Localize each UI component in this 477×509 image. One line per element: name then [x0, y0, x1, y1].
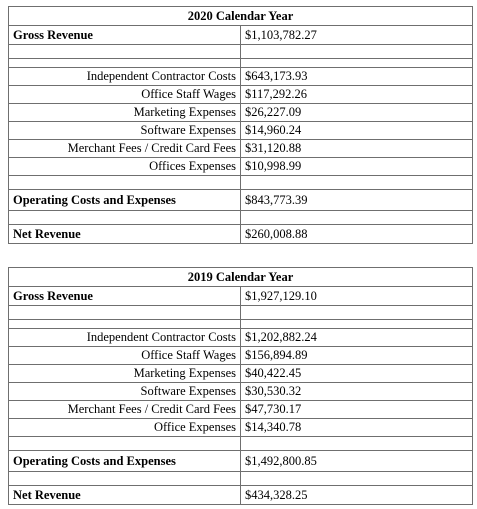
spacer-cell: [241, 320, 473, 329]
expense-value: $1,202,882.24: [241, 329, 473, 347]
financial-table-2019: [8, 267, 473, 505]
spacer-cell: [9, 306, 241, 320]
spacer-cell: [9, 45, 241, 59]
expense-label: Merchant Fees / Credit Card Fees: [9, 401, 241, 419]
expense-value: $40,422.45: [241, 365, 473, 383]
expense-label: Office Expenses: [9, 419, 241, 437]
table-title: 2019 Calendar Year: [9, 268, 473, 287]
spacer-cell: [241, 211, 473, 225]
spacer-cell: [241, 472, 473, 486]
expense-value: $156,894.89: [241, 347, 473, 365]
expense-label: Marketing Expenses: [9, 365, 241, 383]
expense-label: Office Staff Wages: [9, 347, 241, 365]
spacer-cell: [241, 306, 473, 320]
gross-revenue-value: $1,103,782.27: [241, 26, 473, 45]
expense-label: Office Staff Wages: [9, 86, 241, 104]
gross-revenue-label: Gross Revenue: [9, 287, 241, 306]
net-revenue-value: $260,008.88: [241, 225, 473, 244]
expense-label: Offices Expenses: [9, 158, 241, 176]
expense-value: $14,340.78: [241, 419, 473, 437]
expense-value: $10,998.99: [241, 158, 473, 176]
financial-table-2020: [8, 6, 473, 244]
spacer-cell: [9, 437, 241, 451]
spacer-cell: [241, 176, 473, 190]
operating-costs-label: Operating Costs and Expenses: [9, 190, 241, 211]
gross-revenue-value: $1,927,129.10: [241, 287, 473, 306]
operating-costs-value: $1,492,800.85: [241, 451, 473, 472]
gross-revenue-label: Gross Revenue: [9, 26, 241, 45]
spacer-cell: [9, 320, 241, 329]
spacer-cell: [9, 59, 241, 68]
expense-value: $31,120.88: [241, 140, 473, 158]
expense-label: Software Expenses: [9, 122, 241, 140]
spacer-cell: [241, 45, 473, 59]
net-revenue-label: Net Revenue: [9, 225, 241, 244]
expense-value: $30,530.32: [241, 383, 473, 401]
spacer-cell: [241, 59, 473, 68]
spacer-cell: [9, 472, 241, 486]
expense-value: $14,960.24: [241, 122, 473, 140]
expense-label: Merchant Fees / Credit Card Fees: [9, 140, 241, 158]
operating-costs-label: Operating Costs and Expenses: [9, 451, 241, 472]
expense-label: Software Expenses: [9, 383, 241, 401]
expense-label: Independent Contractor Costs: [9, 329, 241, 347]
expense-label: Marketing Expenses: [9, 104, 241, 122]
spacer-cell: [241, 437, 473, 451]
expense-value: $643,173.93: [241, 68, 473, 86]
expense-value: $26,227.09: [241, 104, 473, 122]
net-revenue-value: $434,328.25: [241, 486, 473, 505]
spacer-cell: [9, 176, 241, 190]
expense-label: Independent Contractor Costs: [9, 68, 241, 86]
operating-costs-value: $843,773.39: [241, 190, 473, 211]
table-title: 2020 Calendar Year: [9, 7, 473, 26]
net-revenue-label: Net Revenue: [9, 486, 241, 505]
expense-value: $47,730.17: [241, 401, 473, 419]
spacer-cell: [9, 211, 241, 225]
expense-value: $117,292.26: [241, 86, 473, 104]
